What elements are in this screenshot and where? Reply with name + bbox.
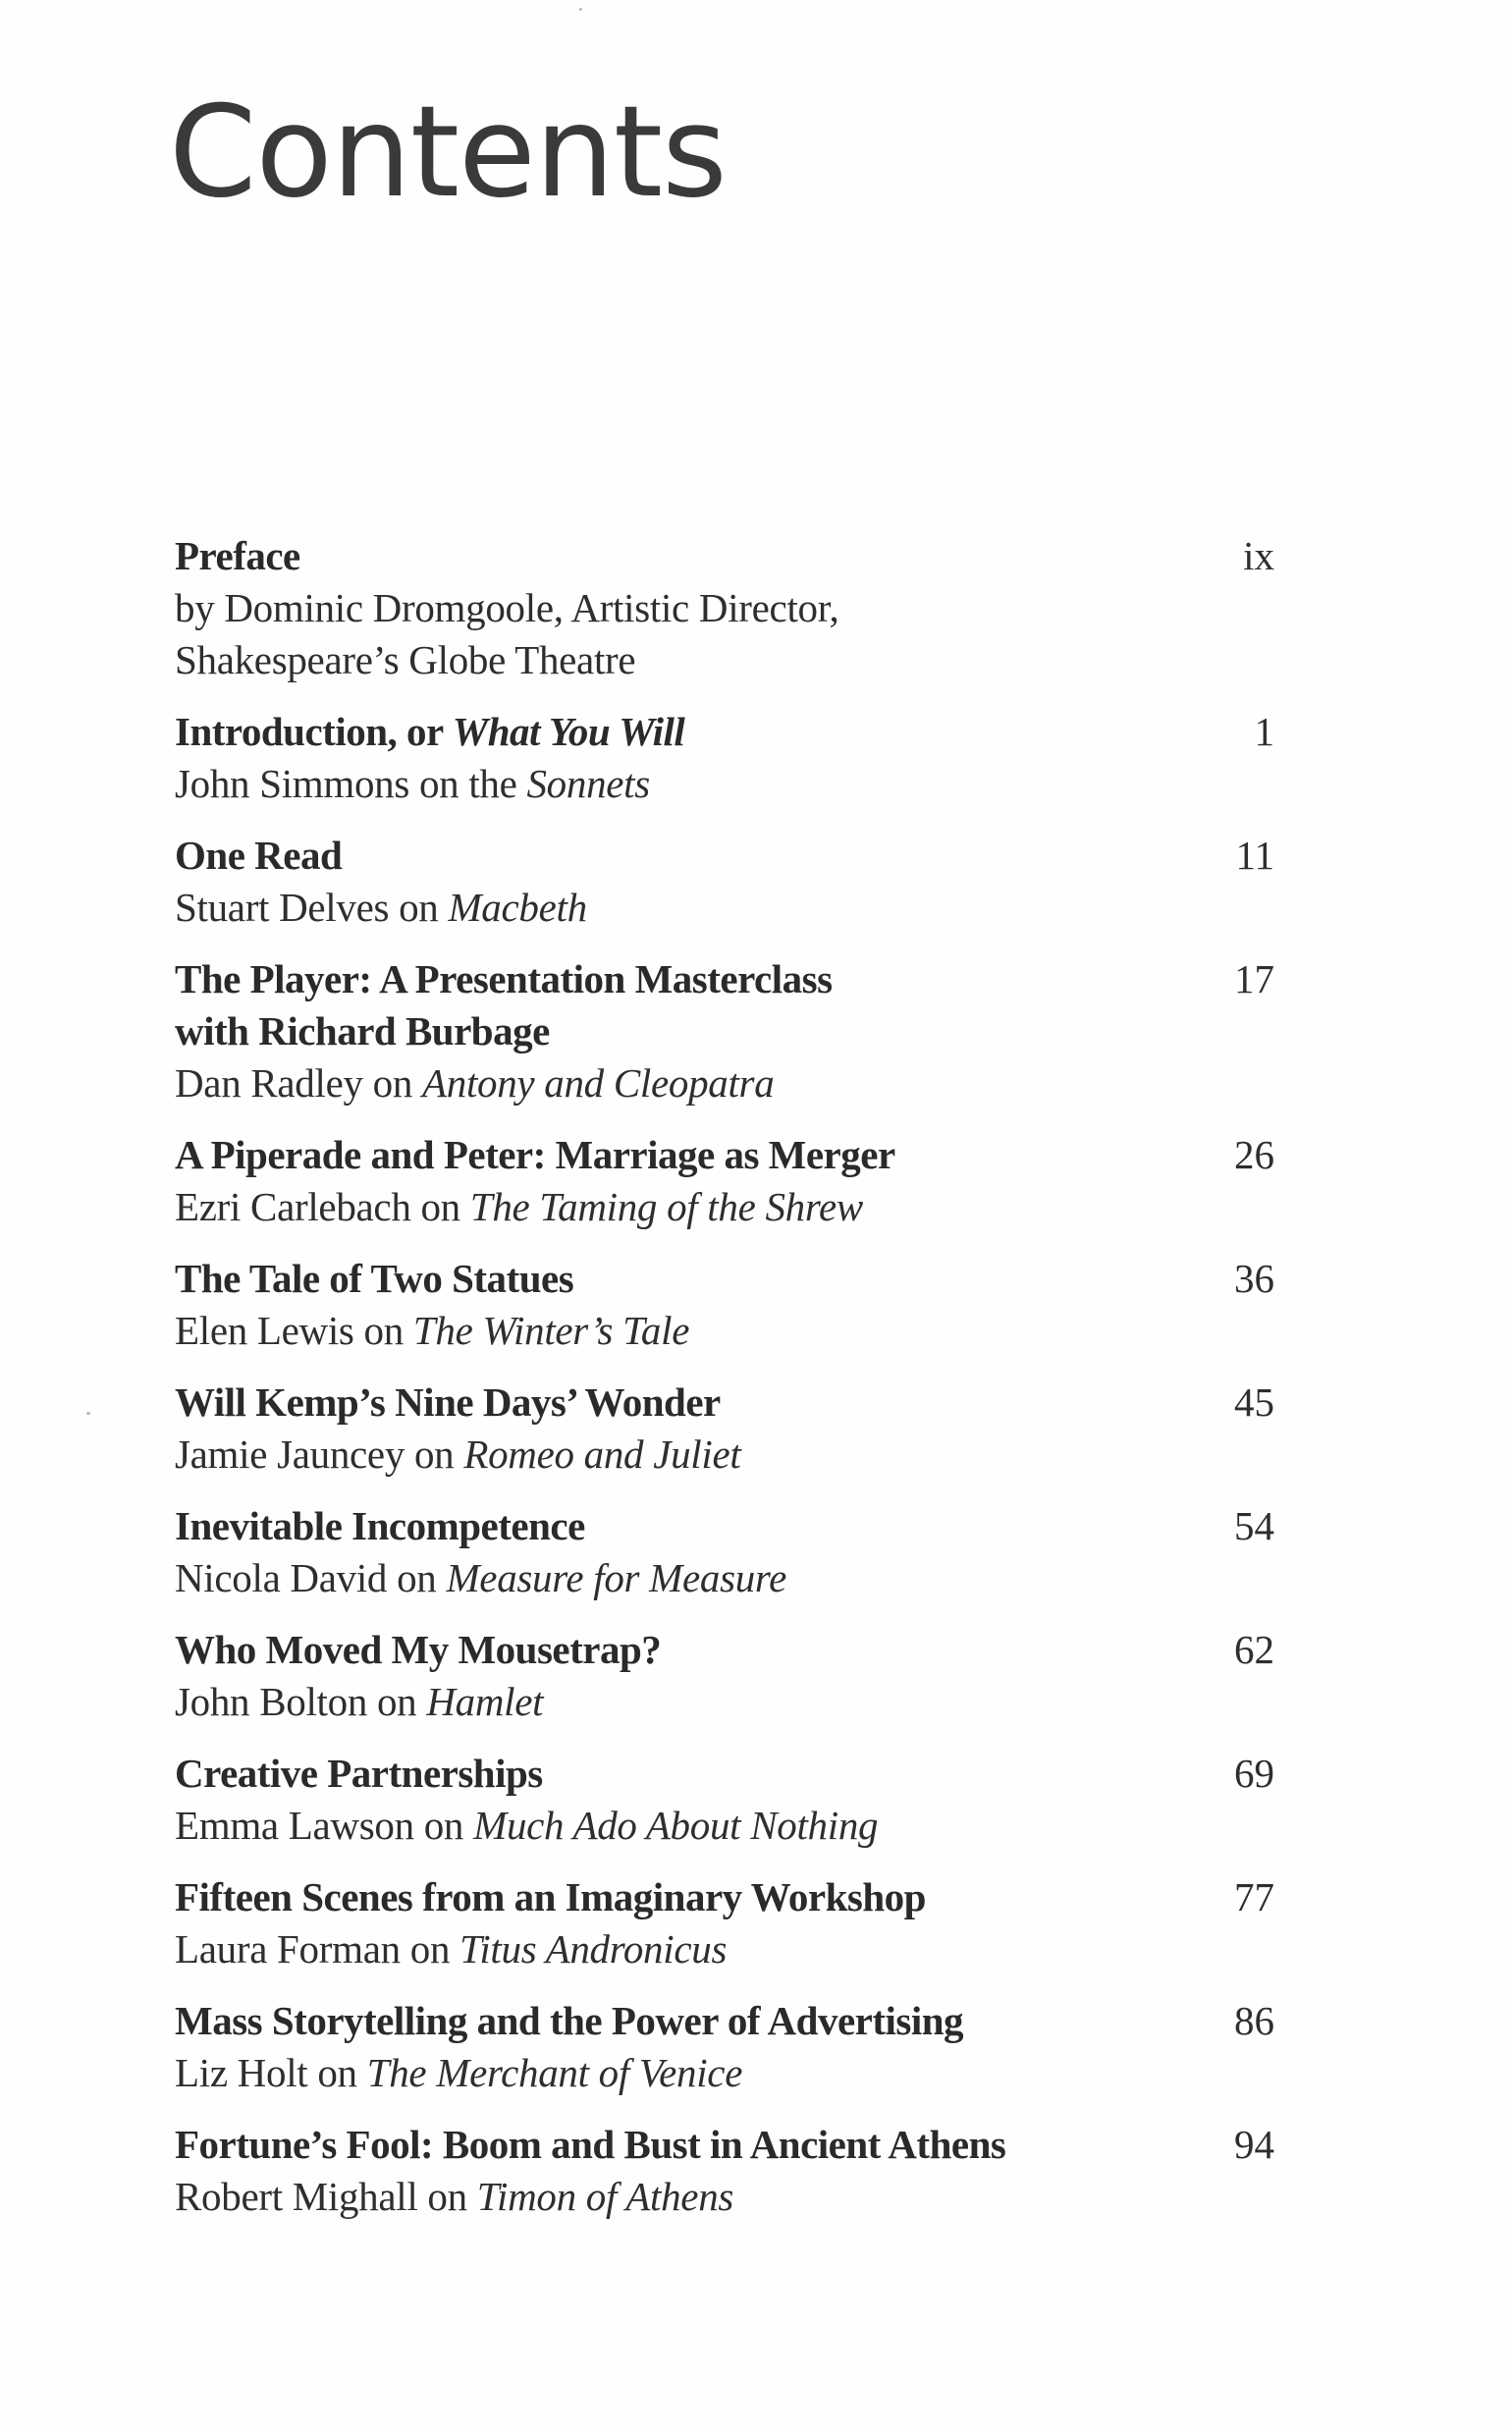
entry-title — [175, 2119, 1274, 2171]
author-line — [175, 1305, 1274, 1357]
toc-entry[interactable] — [175, 1377, 1274, 1481]
page-number: 11 — [1235, 833, 1274, 878]
entry-title-text: The Tale of Two Statues — [175, 1256, 574, 1301]
author-line — [175, 582, 1274, 634]
author-text: Emma Lawson on — [175, 1803, 474, 1848]
entry-author-line — [175, 1800, 1274, 1852]
author-italic: Antony and Cleopatra — [422, 1060, 775, 1106]
author-line — [175, 1552, 1274, 1604]
entry-title-text: Fifteen Scenes from an Imaginary Workshop — [175, 1874, 926, 1919]
toc-entry[interactable] — [175, 953, 1274, 1109]
toc-entry[interactable] — [175, 1995, 1274, 2099]
page-number: 26 — [1234, 1132, 1274, 1177]
entry-title — [175, 1624, 1274, 1676]
author-text: Ezri Carlebach on — [175, 1184, 470, 1229]
entry-author-line — [175, 1676, 1274, 1728]
entry-author-line — [175, 882, 1274, 934]
entry-author-line — [175, 758, 1274, 810]
author-text: Laura Forman on — [175, 1926, 460, 1972]
page-number: 77 — [1234, 1874, 1274, 1919]
entry-title-text: One Read — [175, 833, 343, 878]
entry-title-text: Mass Storytelling and the Power of Advertising — [175, 1998, 964, 2043]
toc-entry[interactable] — [175, 2119, 1274, 2223]
entry-title-text: Preface — [175, 533, 300, 578]
entry-title — [175, 1500, 1274, 1552]
page-number: 62 — [1234, 1627, 1274, 1672]
author-text: John Simmons on the — [175, 761, 527, 806]
table-of-contents — [175, 530, 1274, 2242]
page-number: 17 — [1234, 956, 1274, 1001]
entry-title — [175, 706, 1274, 758]
entry-title — [175, 1871, 1274, 1923]
entry-title-text: Creative Partnerships — [175, 1751, 543, 1796]
author-line — [175, 758, 1274, 810]
author-text: Dan Radley on — [175, 1060, 422, 1106]
author-italic: Macbeth — [448, 885, 587, 930]
scan-speck — [579, 8, 582, 11]
entry-title — [175, 1748, 1274, 1800]
page-number: 94 — [1234, 2122, 1274, 2167]
author-line — [175, 1181, 1274, 1233]
author-line — [175, 882, 1274, 934]
page-title: Contents — [169, 80, 727, 226]
author-text: Robert Mighall on — [175, 2174, 477, 2219]
author-text: Elen Lewis on — [175, 1308, 413, 1353]
entry-title-text: Will Kemp’s Nine Days’ Wonder — [175, 1379, 721, 1425]
author-italic: Much Ado About Nothing — [473, 1803, 879, 1848]
entry-title — [175, 530, 1274, 582]
page-number: 69 — [1234, 1751, 1274, 1796]
toc-entry[interactable] — [175, 1624, 1274, 1728]
entry-title-text: Introduction, or — [175, 709, 453, 754]
toc-entry[interactable] — [175, 530, 1274, 686]
entry-author-line — [175, 1305, 1274, 1357]
author-italic: Hamlet — [426, 1679, 544, 1724]
entry-title-text: A Piperade and Peter: Marriage as Merger — [175, 1132, 895, 1177]
author-italic: Romeo and Juliet — [463, 1432, 741, 1477]
page-number: ix — [1243, 533, 1274, 578]
page-number: 54 — [1234, 1503, 1274, 1548]
author-italic: Timon of Athens — [476, 2174, 734, 2219]
entry-author-line — [175, 582, 1274, 686]
author-italic: The Winter’s Tale — [412, 1308, 690, 1353]
entry-author-line — [175, 1923, 1274, 1975]
page-number: 45 — [1234, 1379, 1274, 1425]
page-number: 36 — [1234, 1256, 1274, 1301]
author-line — [175, 1429, 1274, 1481]
author-text: Liz Holt on — [175, 2050, 367, 2095]
entry-title-text: Who Moved My Mousetrap? — [175, 1627, 662, 1672]
toc-entry[interactable] — [175, 1253, 1274, 1357]
entry-title-text: Inevitable Incompetence — [175, 1503, 585, 1548]
author-line — [175, 1800, 1274, 1852]
author-text: Shakespeare’s Globe Theatre — [175, 637, 636, 682]
entry-title — [175, 1253, 1274, 1305]
author-italic: Measure for Measure — [446, 1555, 786, 1600]
toc-entry[interactable] — [175, 1748, 1274, 1852]
author-italic: The Taming of the Shrew — [469, 1184, 863, 1229]
entry-author-line — [175, 1057, 1274, 1109]
page-number: 1 — [1254, 709, 1274, 754]
toc-entry[interactable] — [175, 1871, 1274, 1975]
toc-entry[interactable] — [175, 830, 1274, 934]
author-text: Jamie Jauncey on — [175, 1432, 464, 1477]
author-italic: Sonnets — [526, 761, 650, 806]
entry-title — [175, 1129, 1274, 1181]
entry-title — [175, 830, 1274, 882]
toc-entry[interactable] — [175, 706, 1274, 810]
entry-title-line: The Player: A Presentation Masterclass — [175, 956, 833, 1001]
toc-entry[interactable] — [175, 1129, 1274, 1233]
author-text: by Dominic Dromgoole, Artistic Director, — [175, 585, 839, 630]
entry-title — [175, 1995, 1274, 2047]
entry-author-line — [175, 1429, 1274, 1481]
page-number: 86 — [1234, 1998, 1274, 2043]
entry-author-line — [175, 1181, 1274, 1233]
author-line — [175, 2047, 1274, 2099]
author-line — [175, 2171, 1274, 2223]
toc-entry[interactable] — [175, 1500, 1274, 1604]
author-text: John Bolton on — [175, 1679, 427, 1724]
entry-author-line — [175, 2171, 1274, 2223]
author-line — [175, 1057, 1274, 1109]
author-italic: The Merchant of Venice — [366, 2050, 743, 2095]
author-line — [175, 1676, 1274, 1728]
entry-title-text: Fortune’s Fool: Boom and Bust in Ancient Athens — [175, 2122, 1006, 2167]
entry-title — [175, 953, 1274, 1057]
author-text: Stuart Delves on — [175, 885, 449, 930]
scan-speck — [86, 1412, 90, 1415]
entry-title-line: with Richard Burbage — [175, 1008, 550, 1053]
entry-title-italic: What You Will — [452, 709, 685, 754]
author-text: Nicola David on — [175, 1555, 447, 1600]
author-italic: Titus Andronicus — [459, 1926, 728, 1972]
author-line — [175, 1923, 1274, 1975]
entry-author-line — [175, 1552, 1274, 1604]
author-line — [175, 634, 1274, 686]
entry-author-line — [175, 2047, 1274, 2099]
entry-title — [175, 1377, 1274, 1429]
